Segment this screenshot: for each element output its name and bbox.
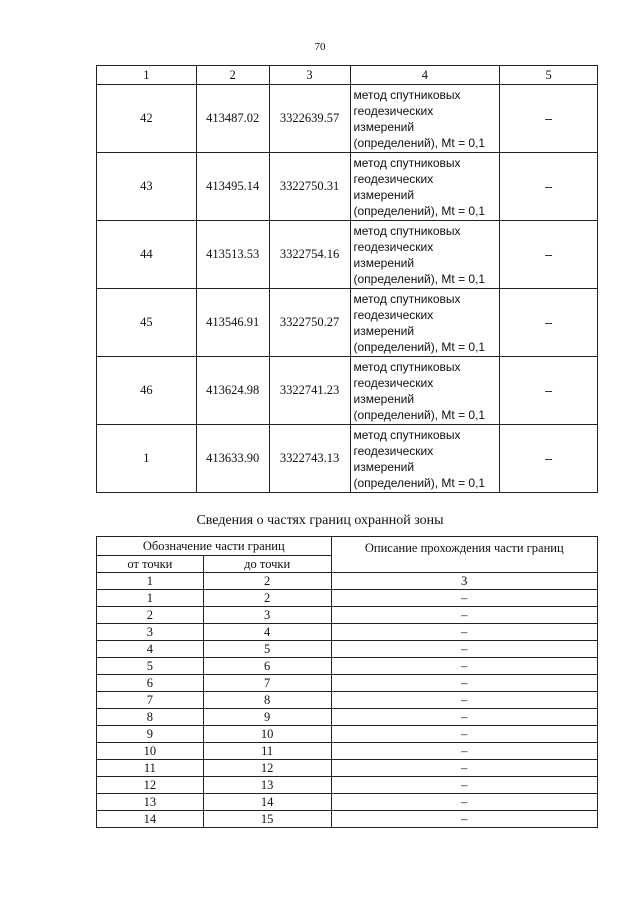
column-number-2: 2 bbox=[203, 573, 331, 590]
method-line: метод спутниковых bbox=[353, 360, 461, 374]
to-point: 10 bbox=[203, 726, 331, 743]
method-line: измерений bbox=[353, 392, 415, 406]
point-number: 42 bbox=[97, 85, 197, 153]
method-cell bbox=[350, 357, 500, 425]
method-cell bbox=[350, 425, 500, 493]
to-point: 14 bbox=[203, 794, 331, 811]
description-cell: – bbox=[331, 590, 597, 607]
table-row bbox=[97, 641, 598, 658]
note-cell: – bbox=[500, 85, 598, 153]
method-line: (определений), Mt = 0,1 bbox=[353, 476, 486, 490]
method-line: измерений bbox=[353, 188, 415, 202]
description-cell: – bbox=[331, 641, 597, 658]
from-point: 4 bbox=[97, 641, 204, 658]
to-point: 5 bbox=[203, 641, 331, 658]
method-line: геодезических bbox=[353, 376, 434, 390]
method-line: (определений), Mt = 0,1 bbox=[353, 136, 486, 150]
table-row bbox=[97, 760, 598, 777]
table-row bbox=[97, 357, 598, 425]
to-point: 4 bbox=[203, 624, 331, 641]
parts-number-row bbox=[97, 573, 598, 590]
description-cell: – bbox=[331, 692, 597, 709]
from-point: 7 bbox=[97, 692, 204, 709]
from-point: 6 bbox=[97, 675, 204, 692]
from-point: 11 bbox=[97, 760, 204, 777]
method-line: измерений bbox=[353, 460, 415, 474]
from-point: 9 bbox=[97, 726, 204, 743]
method-cell bbox=[350, 221, 500, 289]
to-point: 6 bbox=[203, 658, 331, 675]
note-cell: – bbox=[500, 425, 598, 493]
from-point: 10 bbox=[97, 743, 204, 760]
description-cell: – bbox=[331, 794, 597, 811]
from-point: 8 bbox=[97, 709, 204, 726]
table-row bbox=[97, 777, 598, 794]
note-cell: – bbox=[500, 289, 598, 357]
note-cell: – bbox=[500, 153, 598, 221]
method-line: геодезических bbox=[353, 240, 434, 254]
table-row bbox=[97, 726, 598, 743]
table-row bbox=[97, 743, 598, 760]
table-row bbox=[97, 692, 598, 709]
column-number-4: 4 bbox=[350, 66, 500, 85]
page-number: 70 bbox=[314, 41, 326, 53]
y-coordinate: 3322639.57 bbox=[269, 85, 350, 153]
table-row bbox=[97, 811, 598, 828]
column-number-1: 1 bbox=[97, 573, 204, 590]
method-cell bbox=[350, 153, 500, 221]
method-line: геодезических bbox=[353, 104, 434, 118]
y-coordinate: 3322750.31 bbox=[269, 153, 350, 221]
method-line: (определений), Mt = 0,1 bbox=[353, 340, 486, 354]
from-point: 5 bbox=[97, 658, 204, 675]
table-row bbox=[97, 425, 598, 493]
from-point: 2 bbox=[97, 607, 204, 624]
description-cell: – bbox=[331, 743, 597, 760]
from-point-header: от точки bbox=[97, 556, 204, 573]
column-number-5: 5 bbox=[500, 66, 598, 85]
x-coordinate: 413495.14 bbox=[196, 153, 269, 221]
description-cell: – bbox=[331, 624, 597, 641]
note-cell: – bbox=[500, 221, 598, 289]
column-number-3: 3 bbox=[331, 573, 597, 590]
parts-header-row bbox=[97, 537, 598, 556]
x-coordinate: 413487.02 bbox=[196, 85, 269, 153]
table-row bbox=[97, 289, 598, 357]
point-number: 44 bbox=[97, 221, 197, 289]
method-cell bbox=[350, 85, 500, 153]
method-line: геодезических bbox=[353, 444, 434, 458]
method-line: (определений), Mt = 0,1 bbox=[353, 272, 486, 286]
description-cell: – bbox=[331, 607, 597, 624]
description-cell: – bbox=[331, 658, 597, 675]
coordinates-header-row bbox=[97, 66, 598, 85]
boundary-parts-table bbox=[96, 536, 598, 828]
method-line: метод спутниковых bbox=[353, 88, 461, 102]
method-line: метод спутниковых bbox=[353, 292, 461, 306]
column-number-3: 3 bbox=[269, 66, 350, 85]
table-row bbox=[97, 153, 598, 221]
coordinates-body bbox=[97, 85, 598, 493]
parts-body bbox=[97, 573, 598, 828]
method-line: метод спутниковых bbox=[353, 224, 461, 238]
method-line: измерений bbox=[353, 256, 415, 270]
to-point: 3 bbox=[203, 607, 331, 624]
to-point: 11 bbox=[203, 743, 331, 760]
to-point: 7 bbox=[203, 675, 331, 692]
x-coordinate: 413633.90 bbox=[196, 425, 269, 493]
from-point: 3 bbox=[97, 624, 204, 641]
method-line: (определений), Mt = 0,1 bbox=[353, 408, 486, 422]
to-point: 8 bbox=[203, 692, 331, 709]
to-point: 15 bbox=[203, 811, 331, 828]
to-point: 12 bbox=[203, 760, 331, 777]
y-coordinate: 3322754.16 bbox=[269, 221, 350, 289]
table-row bbox=[97, 85, 598, 153]
table-row bbox=[97, 675, 598, 692]
to-point: 2 bbox=[203, 590, 331, 607]
table-row bbox=[97, 590, 598, 607]
table-row bbox=[97, 607, 598, 624]
y-coordinate: 3322741.23 bbox=[269, 357, 350, 425]
method-line: геодезических bbox=[353, 308, 434, 322]
table-row bbox=[97, 658, 598, 675]
column-number-2: 2 bbox=[196, 66, 269, 85]
table-row bbox=[97, 624, 598, 641]
method-line: измерений bbox=[353, 120, 415, 134]
point-number: 43 bbox=[97, 153, 197, 221]
note-cell: – bbox=[500, 357, 598, 425]
x-coordinate: 413624.98 bbox=[196, 357, 269, 425]
from-point: 14 bbox=[97, 811, 204, 828]
description-cell: – bbox=[331, 709, 597, 726]
method-line: геодезических bbox=[353, 172, 434, 186]
description-cell: – bbox=[331, 777, 597, 794]
method-cell bbox=[350, 289, 500, 357]
from-point: 13 bbox=[97, 794, 204, 811]
to-point: 13 bbox=[203, 777, 331, 794]
method-line: измерений bbox=[353, 324, 415, 338]
table-row bbox=[97, 794, 598, 811]
method-line: (определений), Mt = 0,1 bbox=[353, 204, 486, 218]
to-point: 9 bbox=[203, 709, 331, 726]
method-line: метод спутниковых bbox=[353, 428, 461, 442]
table-row bbox=[97, 221, 598, 289]
column-number-1: 1 bbox=[97, 66, 197, 85]
section-heading: Сведения о частях границ охранной зоны bbox=[196, 513, 444, 528]
y-coordinate: 3322750.27 bbox=[269, 289, 350, 357]
description-cell: – bbox=[331, 726, 597, 743]
description-cell: – bbox=[331, 811, 597, 828]
from-point: 12 bbox=[97, 777, 204, 794]
from-point: 1 bbox=[97, 590, 204, 607]
designation-header: Обозначение части границ bbox=[97, 537, 332, 556]
description-cell: – bbox=[331, 760, 597, 777]
description-header: Описание прохождения части границ bbox=[331, 537, 597, 573]
to-point-header: до точки bbox=[203, 556, 331, 573]
description-cell: – bbox=[331, 675, 597, 692]
y-coordinate: 3322743.13 bbox=[269, 425, 350, 493]
x-coordinate: 413546.91 bbox=[196, 289, 269, 357]
point-number: 45 bbox=[97, 289, 197, 357]
point-number: 46 bbox=[97, 357, 197, 425]
method-line: метод спутниковых bbox=[353, 156, 461, 170]
coordinates-table bbox=[96, 65, 598, 493]
point-number: 1 bbox=[97, 425, 197, 493]
table-row bbox=[97, 709, 598, 726]
x-coordinate: 413513.53 bbox=[196, 221, 269, 289]
